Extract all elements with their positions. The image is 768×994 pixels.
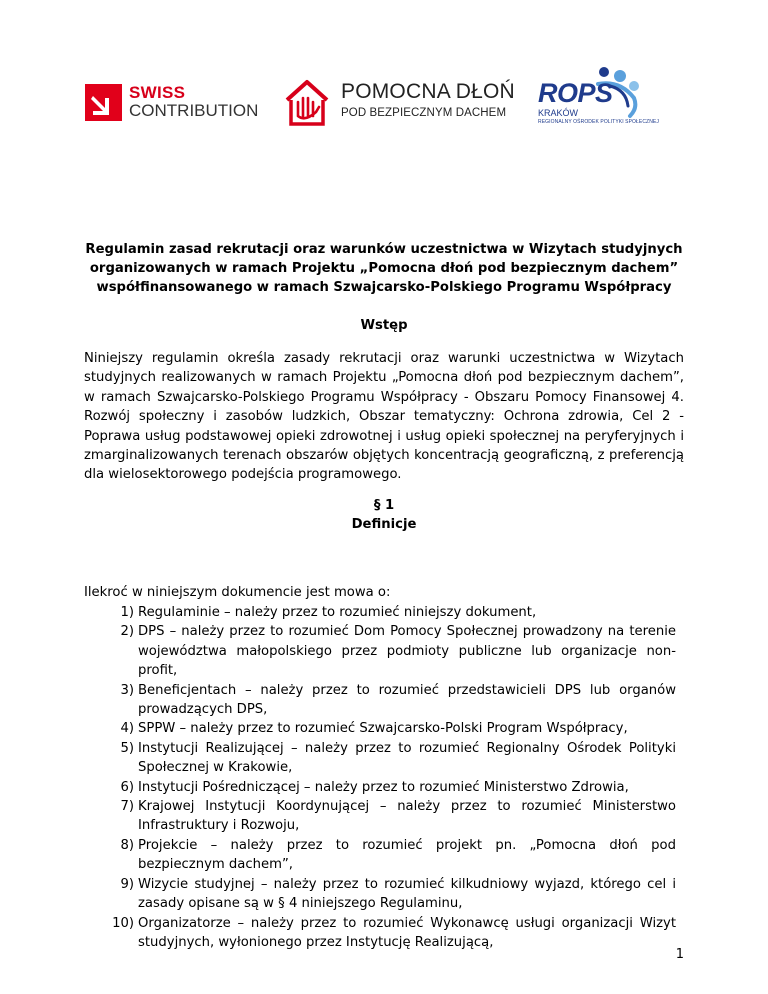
list-item: 8) Projekcie – należy przez to rozumieć projekt pn. „Pomocna dłoń pod bezpiecznym dachem”,	[120, 837, 676, 873]
page-number: 1	[675, 947, 684, 962]
list-item: 3) Beneficjentach – należy przez to rozumieć przedstawicieli DPS lub organów prowadzących DPS,	[120, 682, 676, 718]
list-item: 9) Wizycie studyjnej – należy przez to rozumieć kilkudniowy wyjazd, którego cel i zasady opisane są w § 4 niniejszego Regulaminu,	[120, 876, 676, 912]
swiss-contribution-logo-mark	[85, 84, 122, 121]
definitions-list	[0, 603, 768, 952]
list-item: 10) Organizatorze – należy przez to rozumieć Wykonawcę usługi organizacji Wizyt studyjnych, wyłonionego przez Instytucję Realizującą,	[112, 915, 676, 950]
rops-logo-fullname: REGIONALNY OŚRODEK POLITYKI SPOŁECZNEJ	[538, 119, 659, 125]
section-number: § 1	[373, 498, 395, 513]
list-item: 1) Regulaminie – należy przez to rozumieć niniejszy dokument,	[120, 605, 537, 620]
list-item: 2) DPS – należy przez to rozumieć Dom Pomocy Społecznej prowadzony na terenie województwa małopolskiego przez podmioty publiczne lub organizacje non-profit,	[120, 624, 676, 679]
title-line: organizowanych w ramach Projektu „Pomocna dłoń pod bezpiecznym dachem”	[89, 261, 679, 276]
swiss-logo-line1: SWISS	[129, 83, 186, 102]
pomocna-logo-line2: POD BEZPIECZNYM DACHEM	[341, 107, 507, 119]
swiss-diagonal-icon	[85, 84, 122, 121]
list-item: 5) Instytucji Realizującej – należy przez to rozumieć Regionalny Ośrodek Polityki Społecznej w Krakowie,	[120, 740, 676, 776]
intro-heading: Wstęp	[360, 318, 408, 333]
definitions-lead: Ilekroć w niniejszym dokumencie jest mowa o:	[84, 585, 391, 600]
list-item: 4) SPPW – należy przez to rozumieć Szwajcarsko-Polski Program Współpracy,	[120, 721, 628, 737]
intro-paragraph: Niniejszy regulamin określa zasady rekrutacji oraz warunki uczestnictwa w Wizytach studyjnych realizowanych w ramach Projektu „Pomocna dłoń pod bezpiecznym dachem”, w ramach Szwajcarsko-Polskiego Programu Współpracy - Obszaru Pomocy Finansowej 4. Rozwój społeczny i zasobów ludzkich, Obszar tematyczny: Ochrona zdrowia, Cel 2 - Poprawa usług podstawowej opieki zdrowotnej i usług opieki społecznej na peryferyjnych i zmarginalizowanych terenach obszarów objętych koncentracją geograficzną, z preferencją dla wielosektorowego podejścia programowego.	[84, 351, 684, 483]
document-title	[84, 240, 684, 297]
rops-logo-city: KRAKÓW	[538, 108, 579, 118]
rops-logo-name: ROPS	[538, 78, 613, 108]
section-title: Definicje	[351, 517, 417, 532]
swiss-contribution-logo	[129, 84, 258, 120]
pomocna-dlon-logo	[341, 80, 515, 119]
list-item: 7) Krajowej Instytucji Koordynującej – należy przez to rozumieć Ministerstwo Infrastruktury i Rozwoju,	[120, 799, 676, 834]
swiss-logo-line2: CONTRIBUTION	[129, 101, 259, 120]
house-hand-icon	[283, 76, 331, 128]
list-item: 6) Instytucji Pośredniczącej – należy przez to rozumieć Ministerstwo Zdrowia,	[120, 779, 629, 795]
pomocna-logo-line1: POMOCNA DŁOŃ	[341, 80, 515, 103]
title-line: współfinansowanego w ramach Szwajcarsko-Polskiego Programu Współpracy	[96, 280, 672, 295]
title-line: Regulamin zasad rekrutacji oraz warunków uczestnictwa w Wizytach studyjnych	[85, 242, 683, 257]
